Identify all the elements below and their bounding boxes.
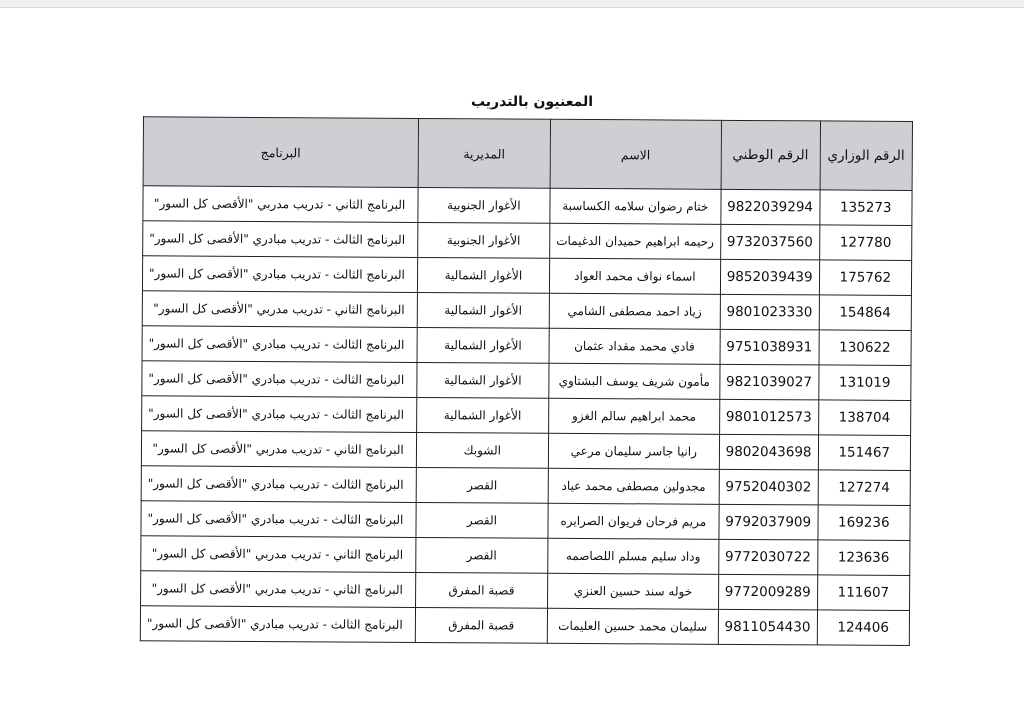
table-row (142, 361, 911, 401)
cell-directorate: الأغوار الشمالية (417, 292, 549, 328)
header-national-number: الرقم الوطني (721, 120, 820, 190)
cell-directorate: الأغوار الجنوبية (418, 187, 550, 223)
table-row (142, 326, 911, 366)
table-row (141, 466, 910, 506)
cell-national-number: 9802043698 (719, 434, 818, 470)
document-page (0, 8, 1024, 724)
cell-directorate: قصبة المفرق (415, 607, 547, 643)
table-row (141, 536, 910, 576)
cell-program: البرنامج الثالث - تدريب مبادري "الأقصى كل السور" (142, 361, 417, 398)
trainees-table (140, 116, 913, 646)
cell-ministry-number: 123636 (817, 540, 910, 576)
cell-directorate: القصر (416, 467, 548, 503)
cell-name: محمد ابراهيم سالم الغزو (549, 398, 720, 434)
cell-national-number: 9822039294 (721, 189, 820, 225)
table-row (142, 396, 911, 436)
cell-program: البرنامج الثالث - تدريب مبادري "الأقصى كل السور" (142, 326, 417, 363)
cell-ministry-number: 154864 (819, 295, 912, 331)
table-row (143, 221, 912, 261)
cell-program: البرنامج الثاني - تدريب مدربي "الأقصى كل السور" (142, 291, 417, 328)
cell-ministry-number: 169236 (818, 505, 911, 541)
cell-name: مريم فرحان فريوان الصرايره (548, 503, 719, 539)
cell-name: فادي محمد مقداد عثمان (549, 328, 720, 364)
cell-national-number: 9801012573 (719, 399, 818, 435)
cell-ministry-number: 135273 (819, 190, 912, 226)
header-ministry-number: الرقم الوزاري (820, 121, 913, 191)
cell-ministry-number: 175762 (819, 260, 912, 296)
table-header (143, 117, 912, 191)
header-program: البرنامج (143, 117, 418, 188)
table-row (141, 571, 910, 611)
cell-national-number: 9821039027 (719, 364, 818, 400)
cell-program: البرنامج الثالث - تدريب مبادري "الأقصى كل السور" (142, 256, 417, 293)
cell-program: البرنامج الثالث - تدريب مبادري "الأقصى كل السور" (143, 221, 418, 258)
cell-ministry-number: 151467 (818, 435, 911, 471)
cell-ministry-number: 131019 (818, 365, 911, 401)
cell-national-number: 9811054430 (718, 609, 817, 645)
table-row (143, 186, 912, 226)
cell-name: وداد سليم مسلم اللصاصمه (548, 538, 719, 574)
cell-name: رحيمه ابراهيم حميدان الدغيمات (550, 223, 721, 259)
cell-directorate: القصر (416, 537, 548, 573)
cell-ministry-number: 127780 (819, 225, 912, 261)
cell-program: البرنامج الثاني - تدريب مدربي "الأقصى كل السور" (141, 571, 416, 608)
cell-national-number: 9772009289 (718, 574, 817, 610)
cell-name: اسماء نواف محمد العواد (549, 258, 720, 294)
cell-name: زياد احمد مصطفى الشامي (549, 293, 720, 329)
table-row (140, 606, 909, 646)
table-row (142, 256, 911, 296)
cell-name: خوله سند حسين العنزي (547, 573, 718, 609)
cell-national-number: 9732037560 (720, 224, 819, 260)
cell-national-number: 9772030722 (718, 539, 817, 575)
cell-directorate: الأغوار الشمالية (417, 362, 549, 398)
cell-ministry-number: 130622 (819, 330, 912, 366)
cell-directorate: الأغوار الشمالية (417, 327, 549, 363)
cell-program: البرنامج الثاني - تدريب مدربي "الأقصى كل السور" (141, 431, 416, 468)
cell-program: البرنامج الثاني - تدريب مدربي "الأقصى كل السور" (141, 536, 416, 573)
cell-national-number: 9792037909 (719, 504, 818, 540)
cell-name: مأمون شريف يوسف البشتاوي (549, 363, 720, 399)
cell-name: رانيا جاسر سليمان مرعي (548, 433, 719, 469)
cell-name: سليمان محمد حسين العليمات (547, 608, 718, 644)
cell-directorate: الأغوار الشمالية (416, 397, 548, 433)
cell-program: البرنامج الثالث - تدريب مبادري "الأقصى كل السور" (141, 501, 416, 538)
cell-program: البرنامج الثالث - تدريب مبادري "الأقصى كل السور" (141, 466, 416, 503)
table-row (142, 291, 911, 331)
cell-name: مجدولين مصطفى محمد عياد (548, 468, 719, 504)
cell-national-number: 9801023330 (720, 294, 819, 330)
table-body (140, 186, 912, 646)
cell-name: ختام رضوان سلامه الكساسبة (550, 188, 721, 224)
cell-directorate: الأغوار الشمالية (417, 257, 549, 293)
cell-directorate: قصبة المفرق (415, 572, 547, 608)
cell-program: البرنامج الثالث - تدريب مبادري "الأقصى كل السور" (142, 396, 417, 433)
cell-directorate: الأغوار الجنوبية (417, 222, 549, 258)
cell-ministry-number: 138704 (818, 400, 911, 436)
table-row (141, 501, 910, 541)
document-title: المعنيون بالتدريب (470, 94, 594, 110)
table-row (141, 431, 910, 471)
header-directorate: المديرية (418, 118, 551, 188)
header-row (143, 117, 912, 191)
cell-national-number: 9852039439 (720, 259, 819, 295)
cell-ministry-number: 124406 (817, 610, 910, 646)
cell-program: البرنامج الثاني - تدريب مدربي "الأقصى كل السور" (143, 186, 418, 223)
cell-directorate: الشوبك (416, 432, 548, 468)
cell-program: البرنامج الثالث - تدريب مبادري "الأقصى كل السور" (140, 606, 415, 643)
cell-ministry-number: 127274 (818, 470, 911, 506)
cell-national-number: 9751038931 (720, 329, 819, 365)
cell-ministry-number: 111607 (817, 575, 910, 611)
cell-directorate: القصر (416, 502, 548, 538)
cell-national-number: 9752040302 (719, 469, 818, 505)
header-name: الاسم (550, 119, 721, 189)
